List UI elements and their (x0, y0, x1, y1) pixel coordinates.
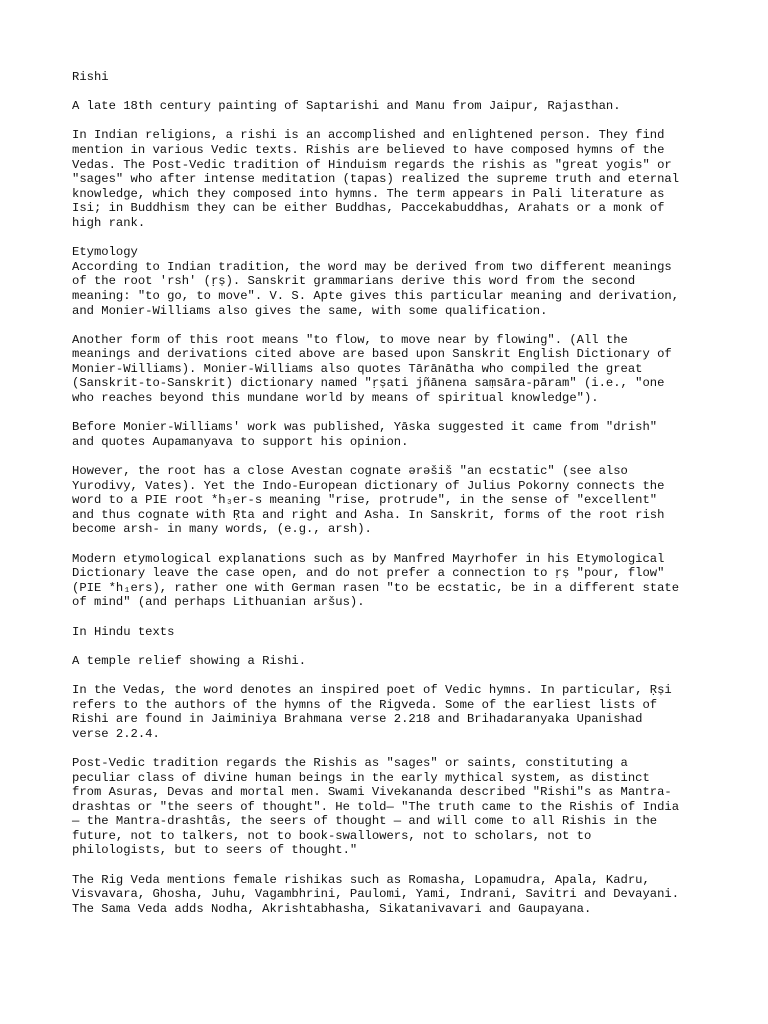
hindu-texts-paragraph: Post-Vedic tradition regards the Rishis as "sages" or saints, constituting a peculiar class of divine human beings in the early mythical system, as distinct from Asuras, Devas and mortal men. Swami Vivekananda described "Rishi"s as Mantra- drashtas or "the seers of thought". He told— "The truth came to the Rishis of India — the Mantra-drashtâs, the seers of thought — and will come to all Rishis in the future, not to talkers, not to book-swallowers, not to scholars, not to philologists, but to seers of thought." (72, 755, 680, 858)
etymology-paragraph: Another form of this root means "to flow, to move near by flowing". (All the meanings and derivations cited above are based upon Sanskrit English Dictionary of Monier-Williams). Monier-Williams also quotes Tārānātha who compiled the great (Sanskrit-to-Sanskrit) dictionary named "ṛṣati jñānena saṃsāra-pāram" (i.e., "one who reaches beyond this mundane world by means of spiritual knowledge"). (72, 332, 672, 406)
image-caption: A late 18th century painting of Saptarishi and Manu from Jaipur, Rajasthan. (72, 99, 621, 114)
etymology-paragraph: Modern etymological explanations such as by Manfred Mayrhofer in his Etymological Dictionary leave the case open, and do not prefer a connection to ṛṣ "pour, flow" (PIE *h₁ers), rather one with German rasen "to be ecstatic, be in a different state of mind" (and perhaps Lithuanian aršus). (72, 551, 680, 610)
etymology-paragraph: Before Monier-Williams' work was published, Yāska suggested it came from "drish" and quotes Aupamanyava to support his opinion. (72, 420, 658, 449)
page-title: Rishi (72, 70, 109, 84)
intro-paragraph: In Indian religions, a rishi is an accomplished and enlightened person. They find mention in various Vedic texts. Rishis are believed to have composed hymns of the Vedas. The Post-Vedic tradition of Hinduism regards the rishis as "great yogis" or "sages" who after intense meditation (tapas) realized the supreme truth and eternal knowledge, which they composed into hymns. The term appears in Pali literature as Isi; in Buddhism they can be either Buddhas, Paccekabuddhas, Arahats or a monk of high rank. (72, 128, 680, 230)
section-heading-hindu-texts: In Hindu texts (72, 624, 175, 639)
etymology-paragraph: According to Indian tradition, the word may be derived from two different meanings of the root 'rsh' (ṛṣ). Sanskrit grammarians derive this word from the second meaning: "to go, to move". V. S. Apte gives this particular meaning and derivation, and Monier-Williams also gives the same, with some qualification. (72, 259, 680, 318)
hindu-texts-paragraph: The Rig Veda mentions female rishikas such as Romasha, Lopamudra, Apala, Kadru, Visvavara, Ghosha, Juhu, Vagambhrini, Paulomi, Yami, Indrani, Savitri and Devayani. The Sama Veda adds Nodha, Akrishtabhasha, Sikatanivavari and Gaupayana. (72, 872, 680, 916)
image-caption: A temple relief showing a Rishi. (72, 653, 307, 668)
hindu-texts-paragraph: In the Vedas, the word denotes an inspired poet of Vedic hymns. In particular, Ṛṣi refers to the authors of the hymns of the Rigveda. Some of the earliest lists of Rishi are found in Jaiminiya Brahmana verse 2.218 and Brihadaranyaka Upanishad verse 2.2.4. (72, 682, 672, 741)
section-heading-etymology: Etymology (72, 245, 138, 260)
document-page (72, 70, 712, 931)
etymology-paragraph: However, the root has a close Avestan cognate ərəšiš "an ecstatic" (see also Yurodivy, Vates). Yet the Indo-European dictionary of Julius Pokorny connects the word to a PIE root *h₃er-s meaning "rise, protrude", in the sense of "excellent" and thus cognate with Ṛta and right and Asha. In Sanskrit, forms of the root rish become arsh- in many words, (e.g., arsh). (72, 464, 665, 537)
